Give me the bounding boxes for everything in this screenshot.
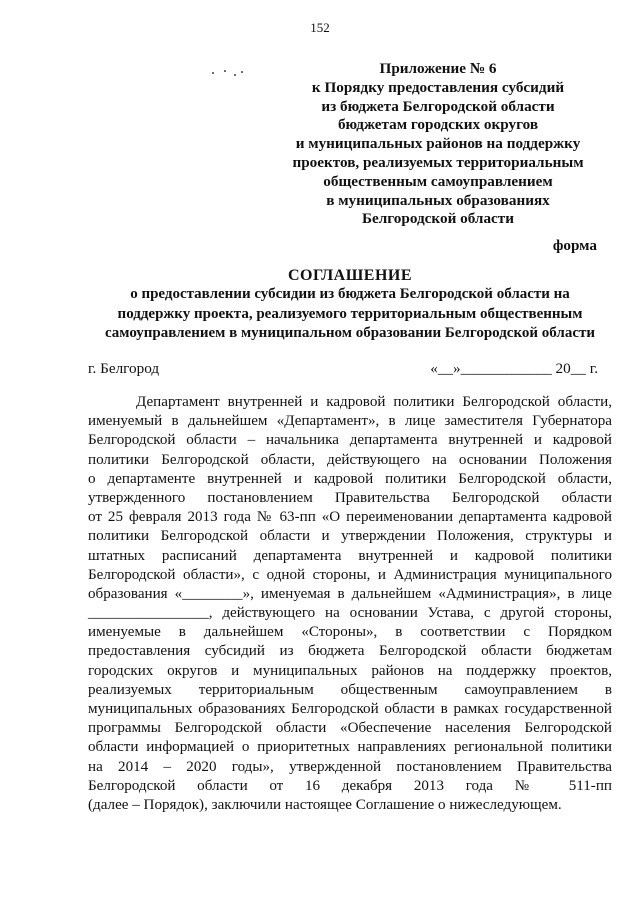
body-line: ________________, действующего на основании Устава, с другой стороны, — [88, 605, 612, 622]
body-line: предоставления субсидий из бюджета Белгородской области бюджетам — [88, 643, 612, 660]
scan-specks — [210, 68, 250, 88]
body-line: утвержденного постановлением Правительства Белгородской области — [88, 489, 612, 506]
appendix-line: бюджетам городских округов — [337, 116, 539, 134]
body-line: (далее – Порядок), заключили настоящее Соглашение о нижеследующем. — [88, 796, 562, 813]
appendix-line: Белгородской области — [361, 210, 514, 228]
body-line: на 2014 – 2020 годы», утвержденной постановлением Правительства — [88, 758, 612, 775]
appendix-line: общественным самоуправлением — [323, 172, 553, 190]
body-line: Белгородской области – начальника департамента внутренней и кадровой — [88, 432, 612, 449]
body-line: муниципальных образованиях Белгородской области в рамках государственной — [88, 701, 612, 717]
appendix-line: проектов, реализуемых территориальным — [292, 153, 584, 171]
appendix-line: и муниципальных районов на поддержку — [295, 135, 581, 153]
body-line: Белгородской области от 16 декабря 2013 года № 511-пп — [88, 777, 612, 794]
appendix-header — [278, 60, 598, 229]
appendix-line: к Порядку предоставления субсидий — [311, 78, 565, 96]
document-subtitle — [88, 285, 612, 344]
appendix-line: Приложение № 6 — [379, 60, 497, 77]
body-line: политики Белгородской области и утверждении Положения, структуры и — [88, 528, 612, 545]
body-line: области информацией о приоритетных направлениях региональной политики — [88, 739, 612, 756]
subtitle-line: самоуправлением в муниципальном образовании Белгородской области — [104, 325, 596, 341]
body-line: реализуемых территориальным общественным самоуправлением в — [88, 681, 612, 698]
body-line: политики Белгородской области, действующего на основании Положения — [88, 451, 612, 468]
body-line: штатных расписаний департамента внутренней и кадровой политики — [88, 547, 612, 564]
body-line: именуемые в дальнейшем «Стороны», в соответствии с Порядком — [88, 624, 612, 641]
body-line: именуемый в дальнейшем «Департамент», в лице заместителя Губернатора — [88, 413, 612, 430]
form-label: форма — [552, 237, 597, 254]
page-number: 152 — [310, 20, 330, 35]
body-line: от 25 февраля 2013 года № 63-пп «О переименовании департамента кадровой — [88, 509, 612, 526]
body-line: Белгородской области», с одной стороны, и Администрация муниципального — [88, 566, 612, 583]
body-line: образования «________», именуемая в дальнейшем «Администрация», в лице — [88, 585, 612, 602]
body-line: о департаменте внутренней и кадровой политики Белгородской области, — [88, 470, 612, 487]
subtitle-line: поддержку проекта, реализуемого территориальным общественным — [117, 305, 583, 322]
body-line: Департамент внутренней и кадровой политики Белгородской области, — [136, 394, 612, 410]
body-line: программы Белгородской области «Обеспечение населения Белгородской — [88, 720, 612, 737]
date-field: «__»____________ 20__ г. — [430, 360, 598, 377]
agreement-body — [88, 393, 612, 815]
body-line: городских округов и муниципальных районов на поддержку проектов, — [88, 662, 612, 679]
subtitle-line: о предоставлении субсидии из бюджета Белгородской области на — [130, 286, 570, 302]
appendix-line: в муниципальных образованиях — [326, 191, 550, 209]
appendix-line: из бюджета Белгородской области — [321, 97, 555, 115]
city-name: г. Белгород — [88, 360, 160, 377]
document-title: СОГЛАШЕНИЕ — [287, 267, 413, 284]
